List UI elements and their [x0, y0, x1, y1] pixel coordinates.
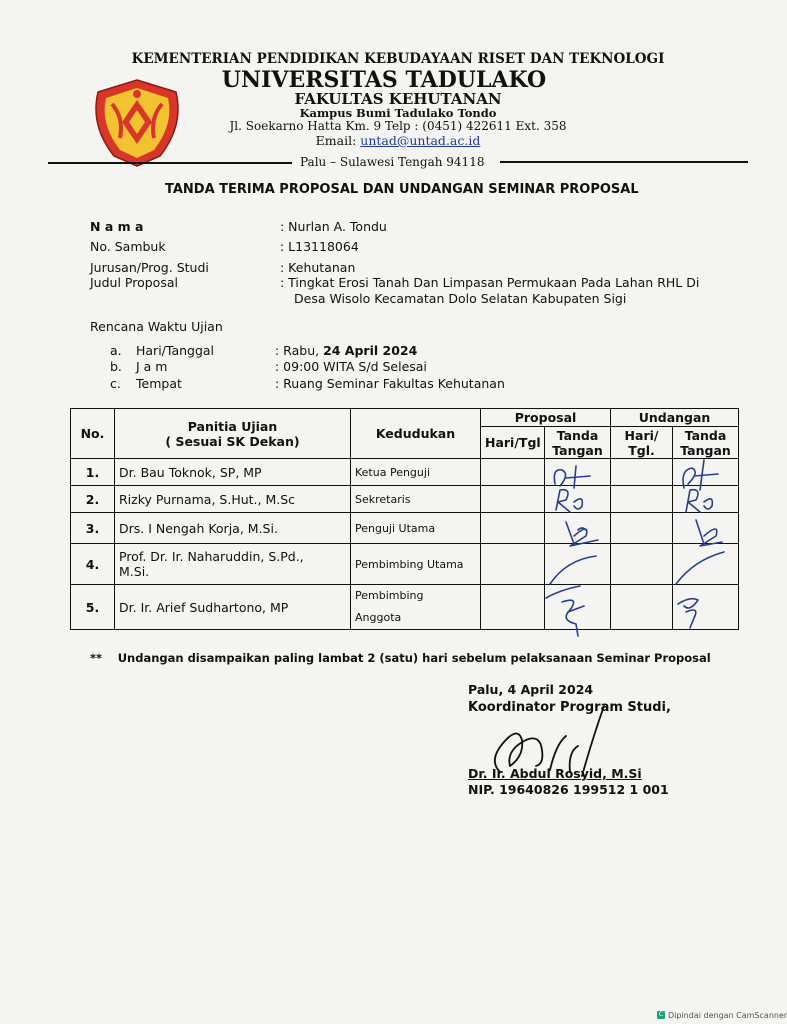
campus-name: Kampus Bumi Tadulako Tondo: [299, 106, 497, 120]
row-name: Dr. Bau Toknok, SP, MP: [115, 459, 351, 486]
watermark-text: Dipindai dengan CamScanner: [668, 1010, 787, 1020]
inv-sign-cell: [673, 585, 739, 630]
proposal-sign-cell: [545, 544, 611, 585]
letterhead-rule-left: [48, 162, 292, 164]
inv-date-cell: [611, 459, 673, 486]
inv-sign-cell: [673, 544, 739, 585]
proposal-sign-cell: [545, 486, 611, 513]
header-position: Kedudukan: [351, 409, 481, 459]
table-row: [71, 486, 739, 513]
row-position: Penguji Utama: [351, 513, 481, 544]
schedule-value: : Ruang Seminar Fakultas Kehutanan: [275, 376, 505, 391]
proposal-sign-cell: [545, 459, 611, 486]
footnote-marker: **: [90, 651, 103, 665]
inv-date-cell: [611, 544, 673, 585]
inv-sign-cell: [673, 513, 739, 544]
scanner-watermark: [657, 1009, 787, 1021]
row-position: Ketua Penguji: [351, 459, 481, 486]
info-label: Jurusan/Prog. Studi: [90, 260, 209, 275]
info-value-cont: Desa Wisolo Kecamatan Dolo Selatan Kabupaten Sigi: [294, 291, 627, 306]
row-name: Drs. I Nengah Korja, M.Si.: [115, 513, 351, 544]
faculty-name: FAKULTAS KEHUTANAN: [294, 90, 502, 108]
schedule-label: Hari/Tanggal: [136, 343, 215, 358]
footnote: [90, 651, 711, 665]
info-value: : L13118064: [280, 239, 359, 254]
camscanner-icon: C: [658, 1011, 664, 1018]
sign-nip: NIP. 19640826 199512 1 001: [468, 782, 669, 797]
table-row: [71, 459, 739, 486]
info-value: : Tingkat Erosi Tanah Dan Limpasan Permukaan Pada Lahan RHL Di: [280, 275, 700, 290]
row-position: Pembimbing Utama: [351, 544, 481, 585]
proposal-sign-cell: [545, 513, 611, 544]
signature-block: [466, 682, 756, 802]
header-inv-date: Hari/ Tgl.: [611, 427, 673, 459]
sign-role: Koordinator Program Studi,: [468, 700, 671, 715]
proposal-date-cell: [481, 585, 545, 630]
proposal-date-cell: [481, 544, 545, 585]
row-no: 3.: [71, 513, 115, 544]
row-no: 1.: [71, 459, 115, 486]
schedule-letter: c.: [110, 376, 121, 391]
letterhead-rule-right: [500, 161, 748, 163]
schedule-value: : 09:00 WITA S/d Selesai: [275, 359, 427, 374]
inv-sign-cell: [673, 459, 739, 486]
row-name: Rizky Purnama, S.Hut., M.Sc: [115, 486, 351, 513]
row-no: 2.: [71, 486, 115, 513]
row-no: 5.: [71, 585, 115, 630]
schedule-letter: b.: [110, 359, 122, 374]
inv-date-cell: [611, 486, 673, 513]
inv-date-cell: [611, 513, 673, 544]
header-committee: Panitia Ujian ( Sesuai SK Dekan): [115, 409, 351, 459]
row-name: Dr. Ir. Arief Sudhartono, MP: [115, 585, 351, 630]
info-label: N a m a: [90, 219, 144, 234]
schedule-value: : Rabu, 24 April 2024: [275, 343, 418, 358]
info-value: : Kehutanan: [280, 260, 356, 275]
inv-sign-cell: [673, 486, 739, 513]
schedule-letter: a.: [110, 343, 122, 358]
header-inv-sign: Tanda Tangan: [673, 427, 739, 459]
info-label: No. Sambuk: [90, 239, 166, 254]
header-proposal: Proposal: [481, 409, 611, 427]
header-invitation: Undangan: [611, 409, 739, 427]
proposal-date-cell: [481, 459, 545, 486]
inv-date-cell: [611, 585, 673, 630]
email-label: Email:: [315, 133, 357, 148]
schedule-heading: Rencana Waktu Ujian: [90, 319, 223, 334]
table-row: [71, 544, 739, 585]
letterhead: [0, 0, 768, 170]
header-proposal-date: Hari/Tgl: [481, 427, 545, 459]
table-row: [71, 585, 739, 630]
sign-place-date: Palu, 4 April 2024: [468, 682, 594, 697]
header-proposal-sign: Tanda Tangan: [545, 427, 611, 459]
email-line: [98, 133, 698, 148]
table-row: [71, 513, 739, 544]
address: Jl. Soekarno Hatta Km. 9 Telp : (0451) 422611 Ext. 358: [229, 119, 567, 133]
info-label: Judul Proposal: [90, 275, 178, 290]
row-position: Sekretaris: [351, 486, 481, 513]
university-name: UNIVERSITAS TADULAKO: [221, 67, 547, 93]
city-line: Palu – Sulawesi Tengah 94118: [300, 155, 485, 169]
schedule-label: Tempat: [136, 376, 182, 391]
committee-table: [70, 408, 739, 630]
row-name: Prof. Dr. Ir. Naharuddin, S.Pd., M.Si.: [115, 544, 351, 585]
schedule-label: J a m: [136, 359, 168, 374]
proposal-date-cell: [481, 486, 545, 513]
email-link[interactable]: untad@untad.ac.id: [360, 133, 481, 148]
document-title: TANDA TERIMA PROPOSAL DAN UNDANGAN SEMINAR PROPOSAL: [165, 182, 639, 197]
proposal-date-cell: [481, 513, 545, 544]
ministry-name: KEMENTERIAN PENDIDIKAN KEBUDAYAAN RISET DAN TEKNOLOGI: [131, 51, 665, 67]
row-position: Pembimbing Anggota: [351, 585, 481, 630]
footnote-text: Undangan disampaikan paling lambat 2 (satu) hari sebelum pelaksanaan Seminar Proposal: [117, 651, 711, 665]
header-no: No.: [71, 409, 115, 459]
info-value: : Nurlan A. Tondu: [280, 219, 387, 234]
sign-name: Dr. Ir. Abdul Rosyid, M.Si: [468, 766, 642, 781]
row-no: 4.: [71, 544, 115, 585]
proposal-sign-cell: [545, 585, 611, 630]
